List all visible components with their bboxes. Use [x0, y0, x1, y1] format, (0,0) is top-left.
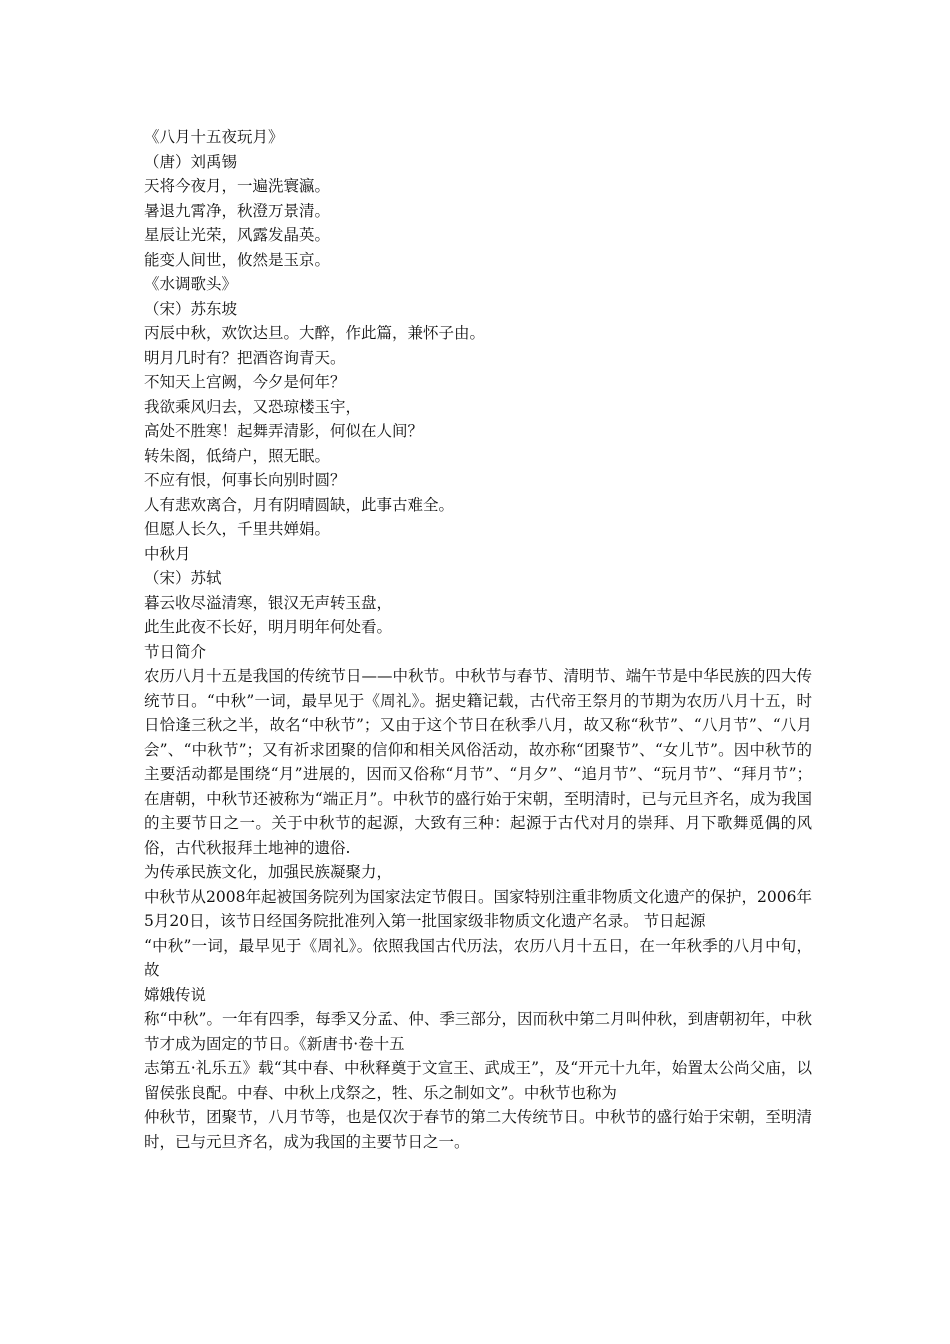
- poem-author: （唐）刘禹锡: [144, 152, 238, 171]
- poem-line: 不应有恨，何事长向别时圆？: [144, 471, 346, 489]
- poem-line: 暑退九霄净，秋澄万景清。: [144, 201, 331, 220]
- poem-line: 明月几时有？把酒咨询青天。: [144, 348, 346, 367]
- poem-line: 不知天上宫阙，今夕是何年？: [144, 373, 346, 391]
- legend-heading: 嫦娥传说: [144, 985, 207, 1004]
- document-body: [144, 125, 812, 1154]
- poem-author: （宋）苏轼: [144, 569, 222, 587]
- poem-line: 我欲乘风归去，又恐琼楼玉宇，: [144, 397, 362, 416]
- poem-line: 此生此夜不长好，明月明年何处看。: [144, 618, 393, 636]
- calendar-paragraph: 称“中秋”。一年有四季，每季又分孟、仲、季三部分，因而秋中第二月叫仲秋，到唐朝初年，中秋节才成为固定的节日。《新唐书·卷十五: [144, 1010, 812, 1053]
- origin-paragraph: “中秋”一词，最早见于《周礼》。依照我国古代历法，农历八月十五日，在一年秋季的八月中旬，故: [144, 936, 812, 979]
- section-heading: 节日简介: [144, 642, 207, 661]
- poem-title: 《水调歌头》: [144, 275, 238, 293]
- poem-title: 中秋月: [144, 544, 191, 563]
- poem-line: 但愿人长久，千里共婵娟。: [144, 520, 331, 538]
- poem-title: 《八月十五夜玩月》: [144, 128, 284, 146]
- poem-line: 能变人间世，攸然是玉京。: [144, 250, 331, 269]
- poem-author: （宋）苏东坡: [144, 299, 238, 318]
- poem-line: 人有悲欢离合，月有阴晴圆缺，此事古难全。: [144, 495, 455, 514]
- poem-line: 高处不胜寒！起舞弄清影，何似在人间？: [144, 422, 424, 440]
- poem-line: 暮云收尽溢清寒，银汉无声转玉盘，: [144, 593, 393, 612]
- holiday-paragraph: 中秋节从2008年起被国务院列为国家法定节假日。国家特别注重非物质文化遗产的保护，2006年5月20日，该节日经国务院批准列入第一批国家级非物质文化遗产名录。 节日起源: [144, 887, 812, 930]
- poem-line: 天将今夜月，一遍洗寰瀛。: [144, 177, 331, 195]
- intro-paragraph: 农历八月十五是我国的传统节日——中秋节。中秋节与春节、清明节、端午节是中华民族的四大传统节日。“中秋”一词，最早见于《周礼》。据史籍记载，古代帝王祭月的节期为农历八月十五，时日恰逢三秋之半，故名“中秋节”；又由于这个节日在秋季八月，故又称“秋节”、“八月节”、“八月会”、“中秋节”；又有祈求团聚的信仰和相关风俗活动，故亦称“团聚节”、“女儿节”。因中秋节的主要活动都是围绕“月”进展的，因而又俗称“月节”、“月夕”、“追月节”、“玩月节”、“拜月节”；在唐朝，中秋节还被称为“端正月”。中秋节的盛行始于宋朝，至明清时，已与元旦齐名，成为我国的主要节日之一。关于中秋节的起源，大致有三种：起源于古代对月的崇拜、月下歌舞觅偶的风俗，古代秋报拜土地神的遗俗.: [144, 667, 812, 857]
- summary-paragraph: 仲秋节，团聚节，八月节等，也是仅次于春节的第二大传统节日。中秋节的盛行始于宋朝，至明清时，已与元旦齐名，成为我国的主要节日之一。: [144, 1108, 812, 1151]
- poem-preface: 丙辰中秋，欢饮达旦。大醉，作此篇，兼怀子由。: [144, 324, 486, 342]
- poem-line: 星辰让光荣，风露发晶英。: [144, 226, 331, 244]
- poem-line: 转朱阁，低绮户，照无眠。: [144, 446, 331, 465]
- culture-line: 为传承民族文化，加强民族凝聚力，: [144, 863, 393, 881]
- history-paragraph: 志第五·礼乐五》载“其中春、中秋释奠于文宣王、武成王”，及“开元十九年，始置太公尚父庙，以留侯张良配。中春、中秋上戊祭之，牲、乐之制如文”。中秋节也称为: [144, 1059, 812, 1102]
